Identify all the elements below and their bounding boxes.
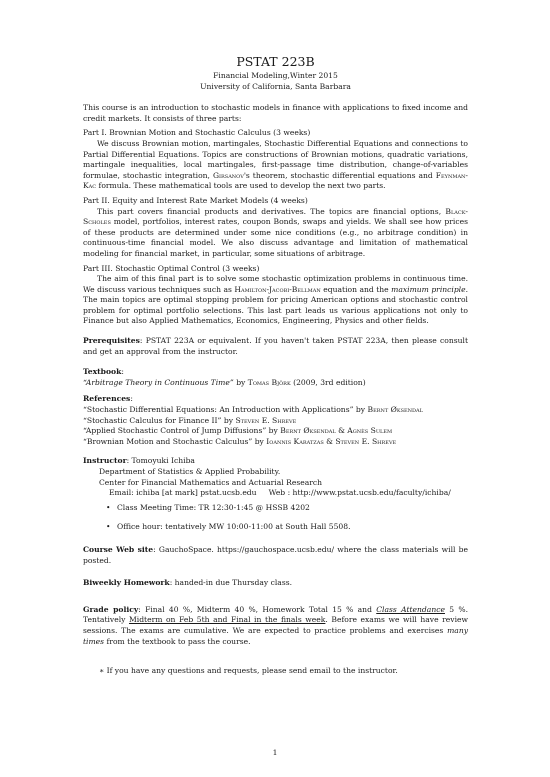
reference-item: “Brownian Motion and Stochastic Calculus” by Ioannis Karatzas & Steven E. Shreve	[83, 436, 397, 446]
page-number: 1	[272, 748, 278, 757]
class-meeting-time: • Class Meeting Time: TR 12:30-1:45 @ HSSB 4202	[117, 503, 468, 514]
part-1-body: We discuss Brownian motion, martingales, Stochastic Differential Equations and connections to Partial Differential Equations. Topics are constructions of Brownian motions, quadratic variations, martingale inequalities, local martingales, first-passage time distribution, change-of-variables formulae, stochastic integration, Girsanov's theorem, stochastic differential equations and Feynman-Kac formula. These mathematical tools are used to develop the next two parts.	[83, 138, 469, 191]
institution: University of California, Santa Barbara	[200, 81, 351, 91]
course-website: Course Web site: GauchoSpace. https://gauchospace.ucsb.edu/ where the class materials will be posted.	[83, 544, 468, 565]
reference-item: “Stochastic Calculus for Finance II” by Steven E. Shreve	[83, 415, 297, 425]
instructor-label: Instructor	[83, 456, 127, 466]
instructor-section	[83, 456, 468, 533]
prerequisites: Prerequisites: PSTAT 223A or equivalent. If you haven't taken PSTAT 223A, then please consult and get an approval from the instructor.	[83, 336, 468, 356]
instructor-center: Center for Financial Mathematics and Actuarial Research	[99, 477, 323, 487]
part-3-body: The aim of this final part is to solve some stochastic optimization problems in continuous time. We discuss various techniques such as Hamilton-Jacobi-Bellman equation and the maximum principle. The main topics are optimal stopping problem for pricing American options and stochastic control problem for optimal portfolio selections. This last part leads us various applications not only to Finance but also Applied Mathematics, Economics, Engineering, Physics and other fields.	[83, 274, 469, 326]
page-content	[83, 54, 468, 677]
part-2-body: This part covers financial products and derivatives. The topics are financial options, Black-Scholes model, portfolios, interest rates, coupon Bonds, swaps and yields. We shall see how prices of these products are determined under some nice conditions (e.g., no arbitrage condition) in continuous-time financial model. We also discuss advantage and limitation of mathematical modeling for financial market, in particular, some situations of arbitrage.	[83, 206, 468, 258]
intro-paragraph: This course is an introduction to stochastic models in finance with applications to fixed income and credit markets. It consists of three parts:	[83, 103, 468, 123]
instructor-contact: Email: ichiba [at mark] pstat.ucsb.edu Web : http://www.pstat.ucsb.edu/faculty/ichiba/	[109, 488, 451, 498]
person-name: Feynman-Kac	[83, 170, 469, 191]
reference-item: “Stochastic Differential Equations: An Introduction with Applications” by Bernt Øksendal	[83, 405, 423, 415]
textbook-label: Textbook	[83, 367, 122, 377]
grade-policy: Grade policy: Final 40 %, Midterm 40 %, Homework Total 15 % and Class Attendance 5 %. Tentatively Midterm on Feb 5th and Final in the finals week. Before exams we will have review sessions. The exams are cumulative. We are expected to practice problems and exercises many times from the textbook to pass the course.	[83, 604, 469, 646]
schedule-list	[83, 503, 468, 533]
reference-item: “Applied Stochastic Control of Jump Diffusions” by Bernt Øksendal & Agnès Sulem	[83, 426, 393, 436]
textbook-section: Textbook: “Arbitrage Theory in Continuous Time” by Tomas Björk (2009, 3rd edition)	[83, 367, 468, 388]
footnote: ∗ If you have any questions and requests, please send email to the instructor.	[99, 666, 398, 676]
instructor-name: : Tomoyuki Ichiba	[126, 456, 195, 466]
course-subtitle: Financial Modeling,Winter 2015	[213, 71, 338, 80]
office-hours: • Office hour: tentatively MW 10:00-11:00 at South Hall 5508.	[117, 522, 468, 533]
textbook-entry: “Arbitrage Theory in Continuous Time” by Tomas Björk (2009, 3rd edition)	[83, 377, 366, 387]
part-2-heading: Part II. Equity and Interest Rate Market Models (4 weeks)	[83, 195, 308, 205]
person-name: Black-Scholes	[83, 206, 468, 227]
part-3-heading: Part III. Stochastic Optimal Control (3 weeks)	[83, 263, 260, 273]
references-section: References: “Stochastic Differential Equations: An Introduction with Applications” by Bernt Øksendal “Stochastic Calculus for Finance II” by Steven E. Shreve “Applied Stochastic Control of Jump Diffusions” by Bernt Øksendal & Agnès Sulem “Brownian Motion and Stochastic Calculus” by Ioannis Karatzas & Steven E. Shreve	[83, 394, 468, 447]
part-1-heading: Part I. Brownian Motion and Stochastic Calculus (3 weeks)	[83, 128, 311, 138]
person-name: Girsanov	[212, 170, 244, 180]
course-title: PSTAT 223B	[236, 54, 315, 69]
homework-policy: Biweekly Homework: handed-in due Thursday class.	[83, 578, 293, 588]
references-label: References	[83, 394, 131, 404]
instructor-department: Department of Statistics & Applied Probability.	[99, 467, 281, 476]
person-name: Hamilton-Jacobi-Bellman	[234, 284, 321, 294]
